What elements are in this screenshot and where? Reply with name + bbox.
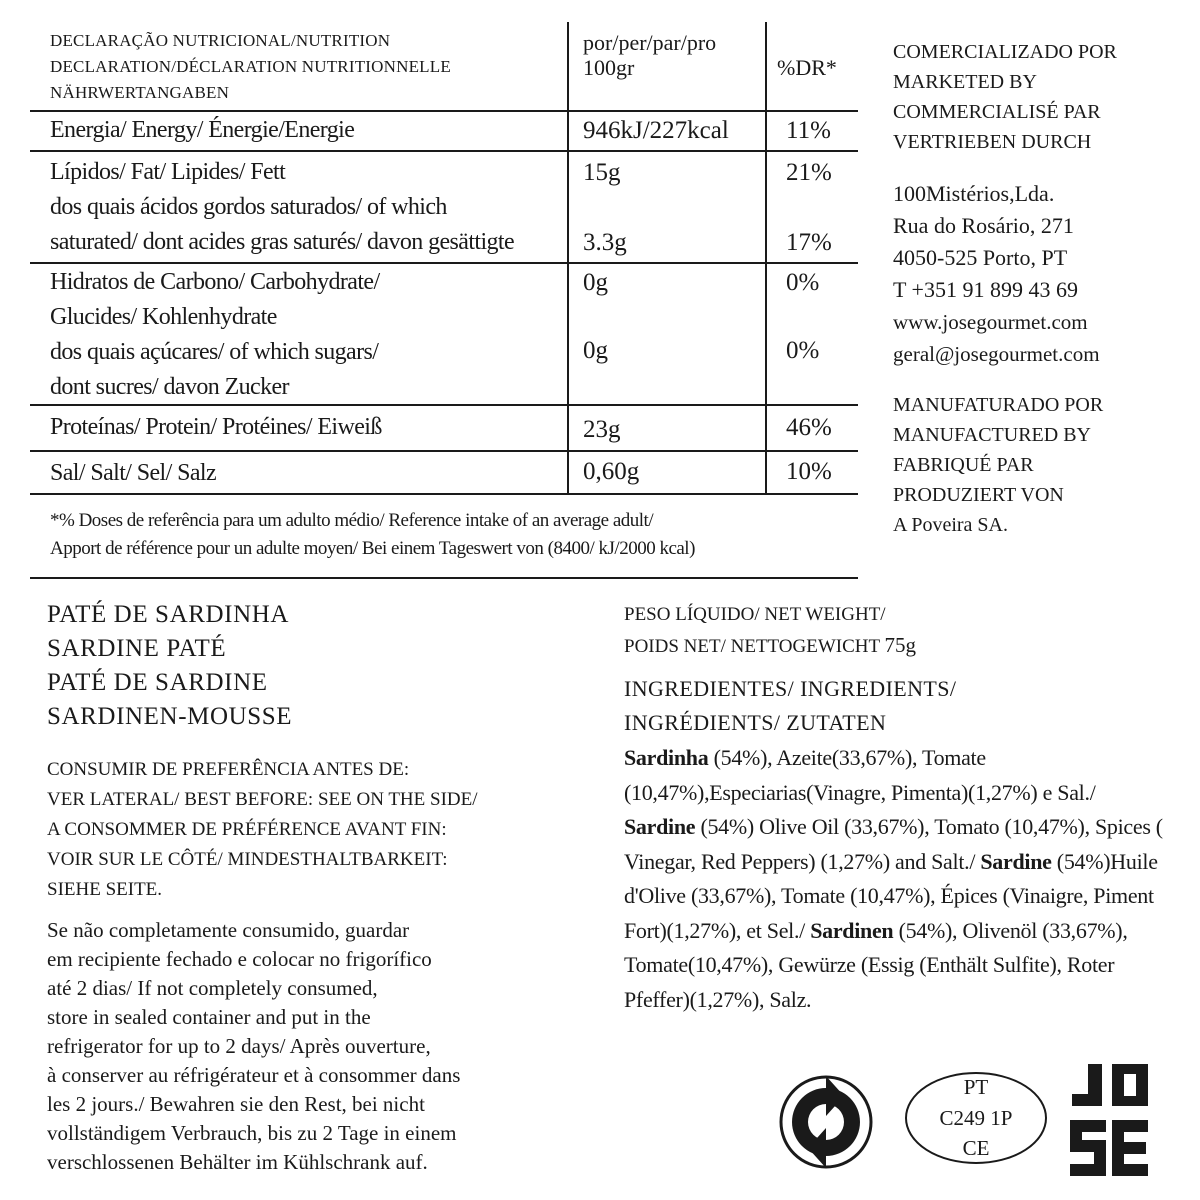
storage-line: em recipiente fechado e colocar no frigorífico [47, 947, 432, 971]
jose-logo [1066, 1062, 1152, 1178]
best-before-line: VOIR SUR LE CÔTÉ/ MINDESTHALTBARKEIT: [47, 849, 448, 870]
ingredient-main-pt: Sardinha [624, 745, 709, 770]
manufacturer-name: A Poveira SA. [893, 514, 1008, 536]
ingredients-fr: (54%)Huile d'Olive (33,67%), Tomate (10,47%), Épices (Vinaigre, Piment Fort)(1,27%), et Sel./ [624, 848, 1158, 943]
footnote-line: *% Doses de referência para um adulto médio/ Reference intake of an average adult/ [50, 510, 654, 531]
storage-line: até 2 dias/ If not completely consumed, [47, 976, 378, 1000]
ingredients-de: (54%), Olivenöl (33,67%), Tomate(10,47%), Gewürze (Essig (Enthält Sulfite), Roter Pfeffer)(1,27%), Salz. [624, 917, 1128, 1012]
phone-number: T +351 91 899 43 69 [893, 277, 1078, 302]
manufacturer-block [893, 390, 1193, 540]
nutrition-title-line: DECLARAÇÃO NUTRICIONAL/NUTRITION [50, 31, 391, 50]
nutrient-dr-salt: 10% [786, 458, 832, 485]
footnote-line: Apport de référence pour un adulte moyen/ Bei einem Tageswert von (8400/ kJ/2000 kcal) [50, 538, 695, 559]
nutrient-label-line: saturated/ dont acides gras saturés/ davon gesättigte [50, 229, 515, 255]
storage-instructions [47, 916, 607, 1177]
per-header-line: por/per/par/pro [583, 30, 717, 55]
street-address: Rua do Rosário, 271 [893, 213, 1074, 238]
ingredient-main-de: Sardinen [810, 917, 894, 943]
net-weight-line [624, 630, 1184, 662]
table-divider [567, 22, 569, 494]
health-mark-oval [903, 1070, 1049, 1166]
nutrient-value-sugars: 0g [583, 337, 608, 364]
marketer-heading: COMERCIALIZADO POR [893, 41, 1117, 63]
net-weight [624, 600, 1184, 662]
nutrient-value-protein: 23g [583, 416, 621, 443]
nutrient-label-line: dont sucres/ davon Zucker [50, 374, 289, 400]
net-weight-value: 75g [884, 633, 917, 657]
net-weight-line: PESO LÍQUIDO/ NET WEIGHT/ [624, 604, 886, 625]
jose-logo [1066, 1062, 1152, 1178]
best-before-line: CONSUMIR DE PREFERÊNCIA ANTES DE: [47, 759, 410, 780]
product-name-line: PATÉ DE SARDINE [47, 669, 268, 696]
nutrient-value-carbohydrate: 0g [583, 269, 608, 296]
section-divider [30, 577, 858, 579]
nutrient-label-line: dos quais ácidos gordos saturados/ of which [50, 194, 447, 220]
table-divider [30, 493, 858, 495]
marketer-block [893, 37, 1193, 157]
marketer-address [893, 178, 1193, 370]
oval-country: PT [963, 1075, 989, 1099]
nutrition-title-line: DECLARATION/DÉCLARATION NUTRITIONNELLE [50, 57, 451, 76]
marketer-heading: MARKETED BY [893, 71, 1037, 93]
nutrient-value-salt: 0,60g [583, 458, 640, 485]
email-link[interactable]: geral@josegourmet.com [893, 342, 1100, 366]
ingredient-main-fr: Sardine [980, 848, 1052, 874]
nutrient-dr-carbohydrate: 0% [786, 269, 820, 296]
ingredients-pt: (54%), Azeite(33,67%), Tomate (10,47%),Especiarias(Vinagre, Pimenta)(1,27%) e Sal./ [624, 745, 1096, 805]
manufacturer-heading: MANUFATURADO POR [893, 394, 1104, 416]
nutrient-value-energy: 946kJ/227kcal [583, 117, 729, 144]
nutrient-dr-fat: 21% [786, 159, 832, 186]
oval-ce: CE [962, 1136, 990, 1160]
best-before-line: VER LATERAL/ BEST BEFORE: SEE ON THE SIDE/ [47, 789, 478, 810]
nutrient-label-line: Hidratos de Carbono/ Carbohydrate/ [50, 269, 380, 295]
ingredients-heading-line: INGREDIENTES/ INGREDIENTS/ [624, 676, 957, 701]
nutrient-label-protein: Proteínas/ Protein/ Protéines/ Eiweiß [50, 414, 382, 440]
city-address: 4050-525 Porto, PT [893, 245, 1068, 270]
recycling-green-dot-icon [778, 1074, 874, 1170]
ingredients-en: (54%) Olive Oil (33,67%), Tomato (10,47%), Spices ( Vinegar, Red Peppers) (1,27%) and Salt./ [624, 814, 1163, 874]
nutrition-title-line: NÄHRWERTANGABEN [50, 83, 230, 102]
recycling-green-dot-icon [778, 1074, 874, 1170]
nutrient-dr-protein: 46% [786, 414, 832, 441]
nutrient-label-energy: Energia/ Energy/ Énergie/Energie [50, 117, 355, 143]
manufacturer-heading: FABRIQUÉ PAR [893, 454, 1034, 476]
net-weight-label: POIDS NET/ NETTOGEWICHT [624, 636, 880, 657]
storage-line: vollständigem Verbrauch, bis zu 2 Tage in einem [47, 1121, 457, 1145]
product-name-line: SARDINEN-MOUSSE [47, 703, 293, 730]
storage-line: à conserver au réfrigérateur et à consommer dans [47, 1063, 461, 1087]
table-divider [30, 150, 858, 152]
table-divider [30, 450, 858, 452]
company-name: 100Mistérios,Lda. [893, 181, 1055, 206]
product-name-line: PATÉ DE SARDINHA [47, 601, 290, 628]
nutrient-label-salt: Sal/ Salt/ Sel/ Salz [50, 460, 216, 486]
marketer-heading: VERTRIEBEN DURCH [893, 131, 1092, 153]
nutrient-label-line: Lípidos/ Fat/ Lipides/ Fett [50, 159, 286, 185]
nutrient-label-fat [50, 155, 565, 260]
reference-intake-footnote [50, 507, 862, 563]
storage-line: les 2 jours./ Bewahren sie den Rest, bei nicht [47, 1092, 425, 1116]
website-link[interactable]: www.josegourmet.com [893, 310, 1088, 334]
ingredients-heading [624, 672, 956, 740]
per-100g-header [583, 30, 716, 80]
dr-header: %DR* [777, 55, 837, 80]
table-divider [30, 262, 858, 264]
table-divider [30, 110, 858, 112]
product-name [47, 598, 292, 734]
nutrient-dr-saturated: 17% [786, 229, 832, 256]
nutrition-title [50, 28, 560, 106]
best-before-line: A CONSOMMER DE PRÉFÉRENCE AVANT FIN: [47, 819, 447, 840]
product-name-line: SARDINE PATÉ [47, 635, 227, 662]
storage-line: verschlossenen Behälter im Kühlschrank auf. [47, 1150, 428, 1174]
nutrient-label-line: dos quais açúcares/ of which sugars/ [50, 339, 379, 365]
nutrient-label-carbohydrate [50, 265, 565, 405]
nutrient-dr-sugars: 0% [786, 337, 820, 364]
manufacturer-heading: MANUFACTURED BY [893, 424, 1091, 446]
best-before-notice [47, 755, 587, 905]
marketer-heading: COMMERCIALISÉ PAR [893, 101, 1101, 123]
nutrient-dr-energy: 11% [786, 117, 831, 144]
ingredient-main-en: Sardine [624, 814, 696, 839]
nutrient-value-fat: 15g [583, 159, 621, 186]
best-before-line: SIEHE SEITE. [47, 879, 163, 900]
ingredients-heading-line: INGRÉDIENTS/ ZUTATEN [624, 710, 887, 735]
per-header-line: 100gr [583, 55, 635, 80]
nutrient-value-saturated: 3.3g [583, 229, 627, 256]
ingredients-list [624, 741, 1164, 1017]
storage-line: Se não completamente consumido, guardar [47, 918, 410, 942]
nutrient-label-line: Glucides/ Kohlenhydrate [50, 304, 277, 330]
storage-line: refrigerator for up to 2 days/ Après ouverture, [47, 1034, 431, 1058]
manufacturer-heading: PRODUZIERT VON [893, 484, 1064, 506]
oval-approval-number: C249 1P [939, 1106, 1013, 1130]
storage-line: store in sealed container and put in the [47, 1005, 371, 1029]
table-divider [765, 22, 767, 494]
